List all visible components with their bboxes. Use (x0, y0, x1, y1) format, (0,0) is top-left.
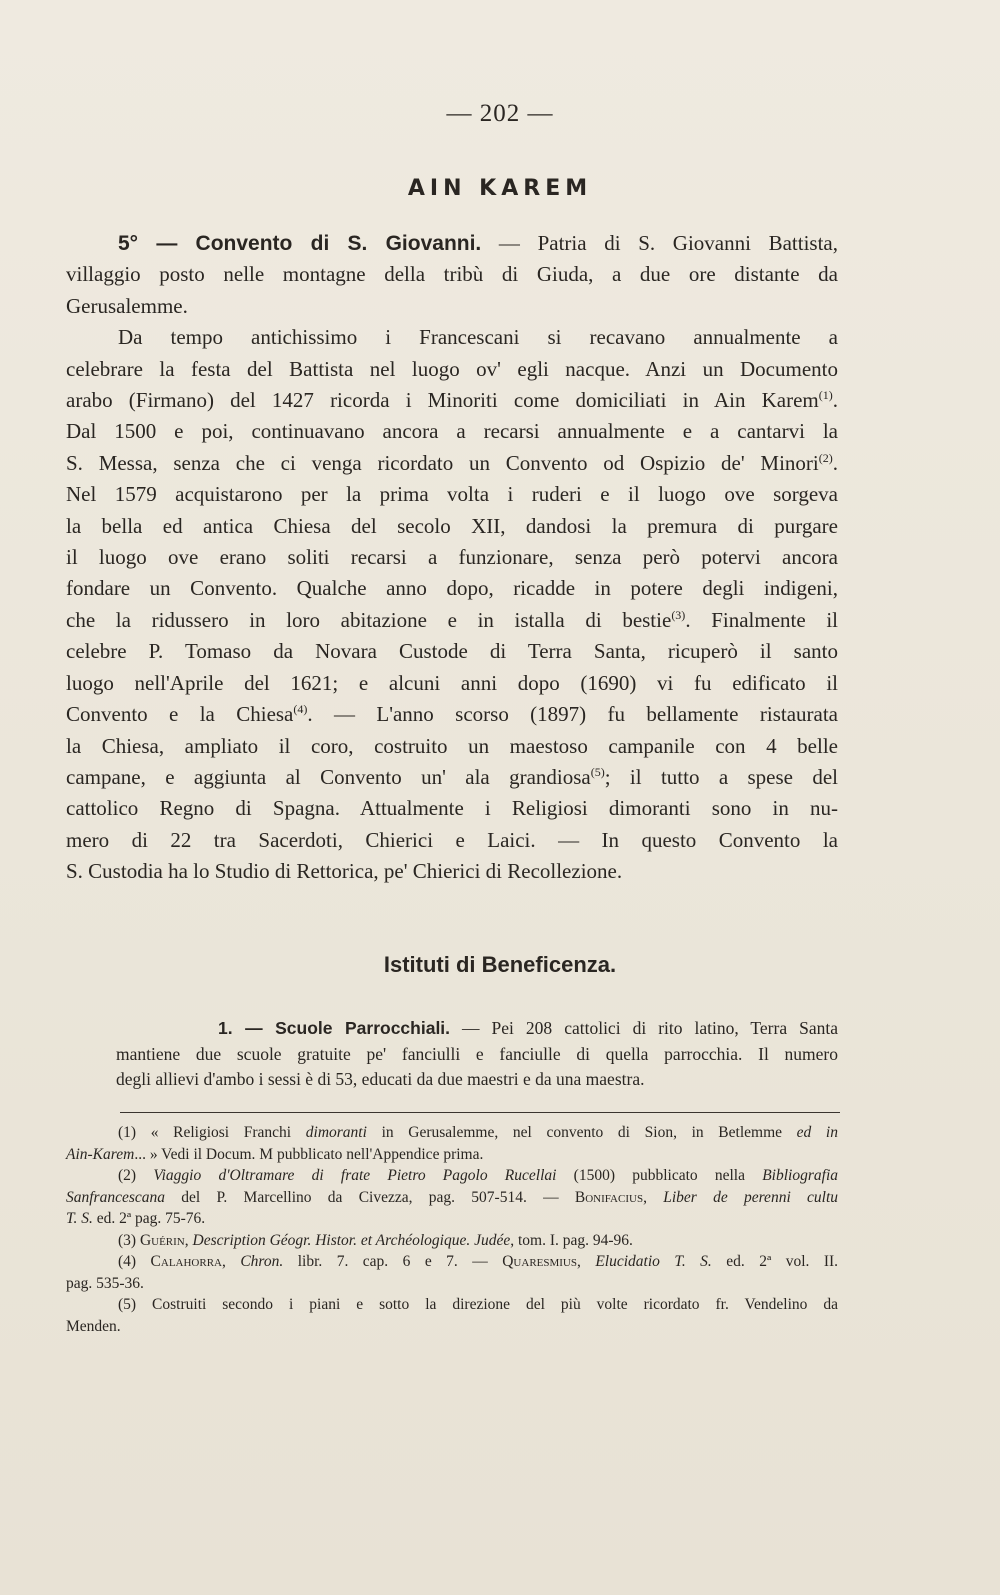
text-line: celebrare la festa del Battista nel luogo ov' egli nacque. Anzi un Documento (66, 356, 838, 381)
text-line: Nel 1579 acquistarono per la prima volta i ruderi e il luogo ove sorgeva (66, 482, 838, 507)
text-line: cattolico Regno di Spagna. Attualmente i Religiosi dimoranti sono in nu- (66, 796, 838, 821)
text-line: celebre P. Tomaso da Novara Custode di Terra Santa, ricuperò il santo (66, 639, 838, 664)
run-in-heading: 5° — Convento di S. Giovanni. (118, 232, 482, 255)
footnote-5-cont: Menden. (66, 1317, 121, 1335)
footnote-ref: (1) (818, 388, 833, 403)
text-line: campane, e aggiunta al Convento un' ala grandiosa$^{(5)}$; il tutto a spese del (66, 764, 838, 789)
run-in-heading: 1. — Scuole Parrocchiali. (218, 1018, 451, 1038)
footnote-2: (2) Viaggio d'Oltramare di frate Pietro Pagolo Rucellai (1500) pubblicato nella Bibliografia (118, 1167, 839, 1184)
footnote-ref: (2) (818, 450, 833, 465)
section-title: Istituti di Beneficenza. (383, 952, 617, 977)
footnote-5: (5) Costruiti secondo i piani e sotto la direzione del più volte ricordato fr. Vendelino da (118, 1296, 838, 1313)
text-line: 5° — Convento di S. Giovanni. — Patria di S. Giovanni Battista, (118, 231, 839, 255)
text-line: il luogo ove erano soliti recarsi a funzionare, senza però potervi ancora (66, 545, 838, 570)
text-line: Dal 1500 e poi, continuavano ancora a recarsi annualmente e a cantarvi la (66, 419, 838, 444)
institutes-text (116, 1016, 838, 1093)
text-line: Gerusalemme. (66, 293, 188, 318)
main-text (66, 228, 838, 888)
footnote-ref: (5) (590, 764, 605, 779)
text-line: arabo (Firmano) del 1427 ricorda i Minoriti come domiciliati in Ain Karem$^{(1)}$. (66, 388, 838, 413)
text-line: mero di 22 tra Sacerdoti, Chierici e Laici. — In questo Convento la (66, 827, 838, 852)
text-line: che la ridussero in loro abitazione e in istalla di bestie$^{(3)}$. Finalmente il (66, 607, 838, 632)
footnote-2-cont: Sanfrancescana del P. Marcellino da Civezza, pag. 507-514. — Bonifacius, Liber de perenni cultu (66, 1188, 839, 1206)
footnote-1-cont: Ain-Karem... » Vedi il Docum. M pubblicato nell'Appendice prima. (66, 1145, 484, 1163)
text-line: fondare un Convento. Qualche anno dopo, ricadde in potere degli indigeni, (66, 576, 838, 601)
footnote-1: (1) « Religiosi Franchi dimoranti in Gerusalemme, nel convento di Sion, in Betlemme ed in (118, 1124, 838, 1141)
text-line: S. Custodia ha lo Studio di Rettorica, pe' Chierici di Recollezione. (66, 859, 623, 884)
text-line: Convento e la Chiesa$^{(4)}$. — L'anno scorso (1897) fu bellamente ristaurata (66, 702, 838, 727)
footnotes (66, 1122, 838, 1337)
town-heading: AIN KAREM (407, 176, 593, 201)
text-line: la Chiesa, ampliato il coro, costruito un maestoso campanile con 4 belle (66, 733, 838, 758)
text-line: villaggio posto nelle montagne della tribù di Giuda, a due ore distante da (66, 262, 838, 287)
footnote-2-cont2: T. S. ed. 2ª pag. 75-76. (66, 1210, 206, 1227)
text-line: 1. — Scuole Parrocchiali. — Pei 208 cattolici di rito latino, Terra Santa (218, 1018, 838, 1038)
text-line: S. Messa, senza che ci venga ricordato un Convento od Ospizio de' Minori$^{(2)}$. (66, 450, 838, 475)
footnote-4: (4) Calahorra, Chron. libr. 7. cap. 6 e 7. — Quaresmius, Elucidatio T. S. ed. 2ª vol. II. (118, 1253, 839, 1270)
footnote-3: (3) Guérin, Description Géogr. Histor. et Archéologique. Judée, tom. I. pag. 94-96. (118, 1231, 633, 1249)
text-line: Da tempo antichissimo i Francescani si recavano annualmente a (118, 325, 838, 350)
text-line: la bella ed antica Chiesa del secolo XII, dandosi la premura di purgare (66, 513, 838, 538)
text-line: mantiene due scuole gratuite pe' fanciulli e fanciulle di quella parrocchia. Il numero (116, 1043, 838, 1064)
page-number: — 202 — (446, 100, 554, 127)
footnote-ref: (4) (293, 702, 308, 717)
footnote-rule (120, 1112, 840, 1113)
text-line: luogo nell'Aprile del 1621; e alcuni anni dopo (1690) vi fu edificato il (66, 670, 838, 695)
footnote-4-cont: pag. 535-36. (66, 1274, 144, 1292)
footnote-ref: (3) (671, 607, 686, 622)
text-line: degli allievi d'ambo i sessi è di 53, educati da due maestri e da una maestra. (116, 1069, 645, 1089)
